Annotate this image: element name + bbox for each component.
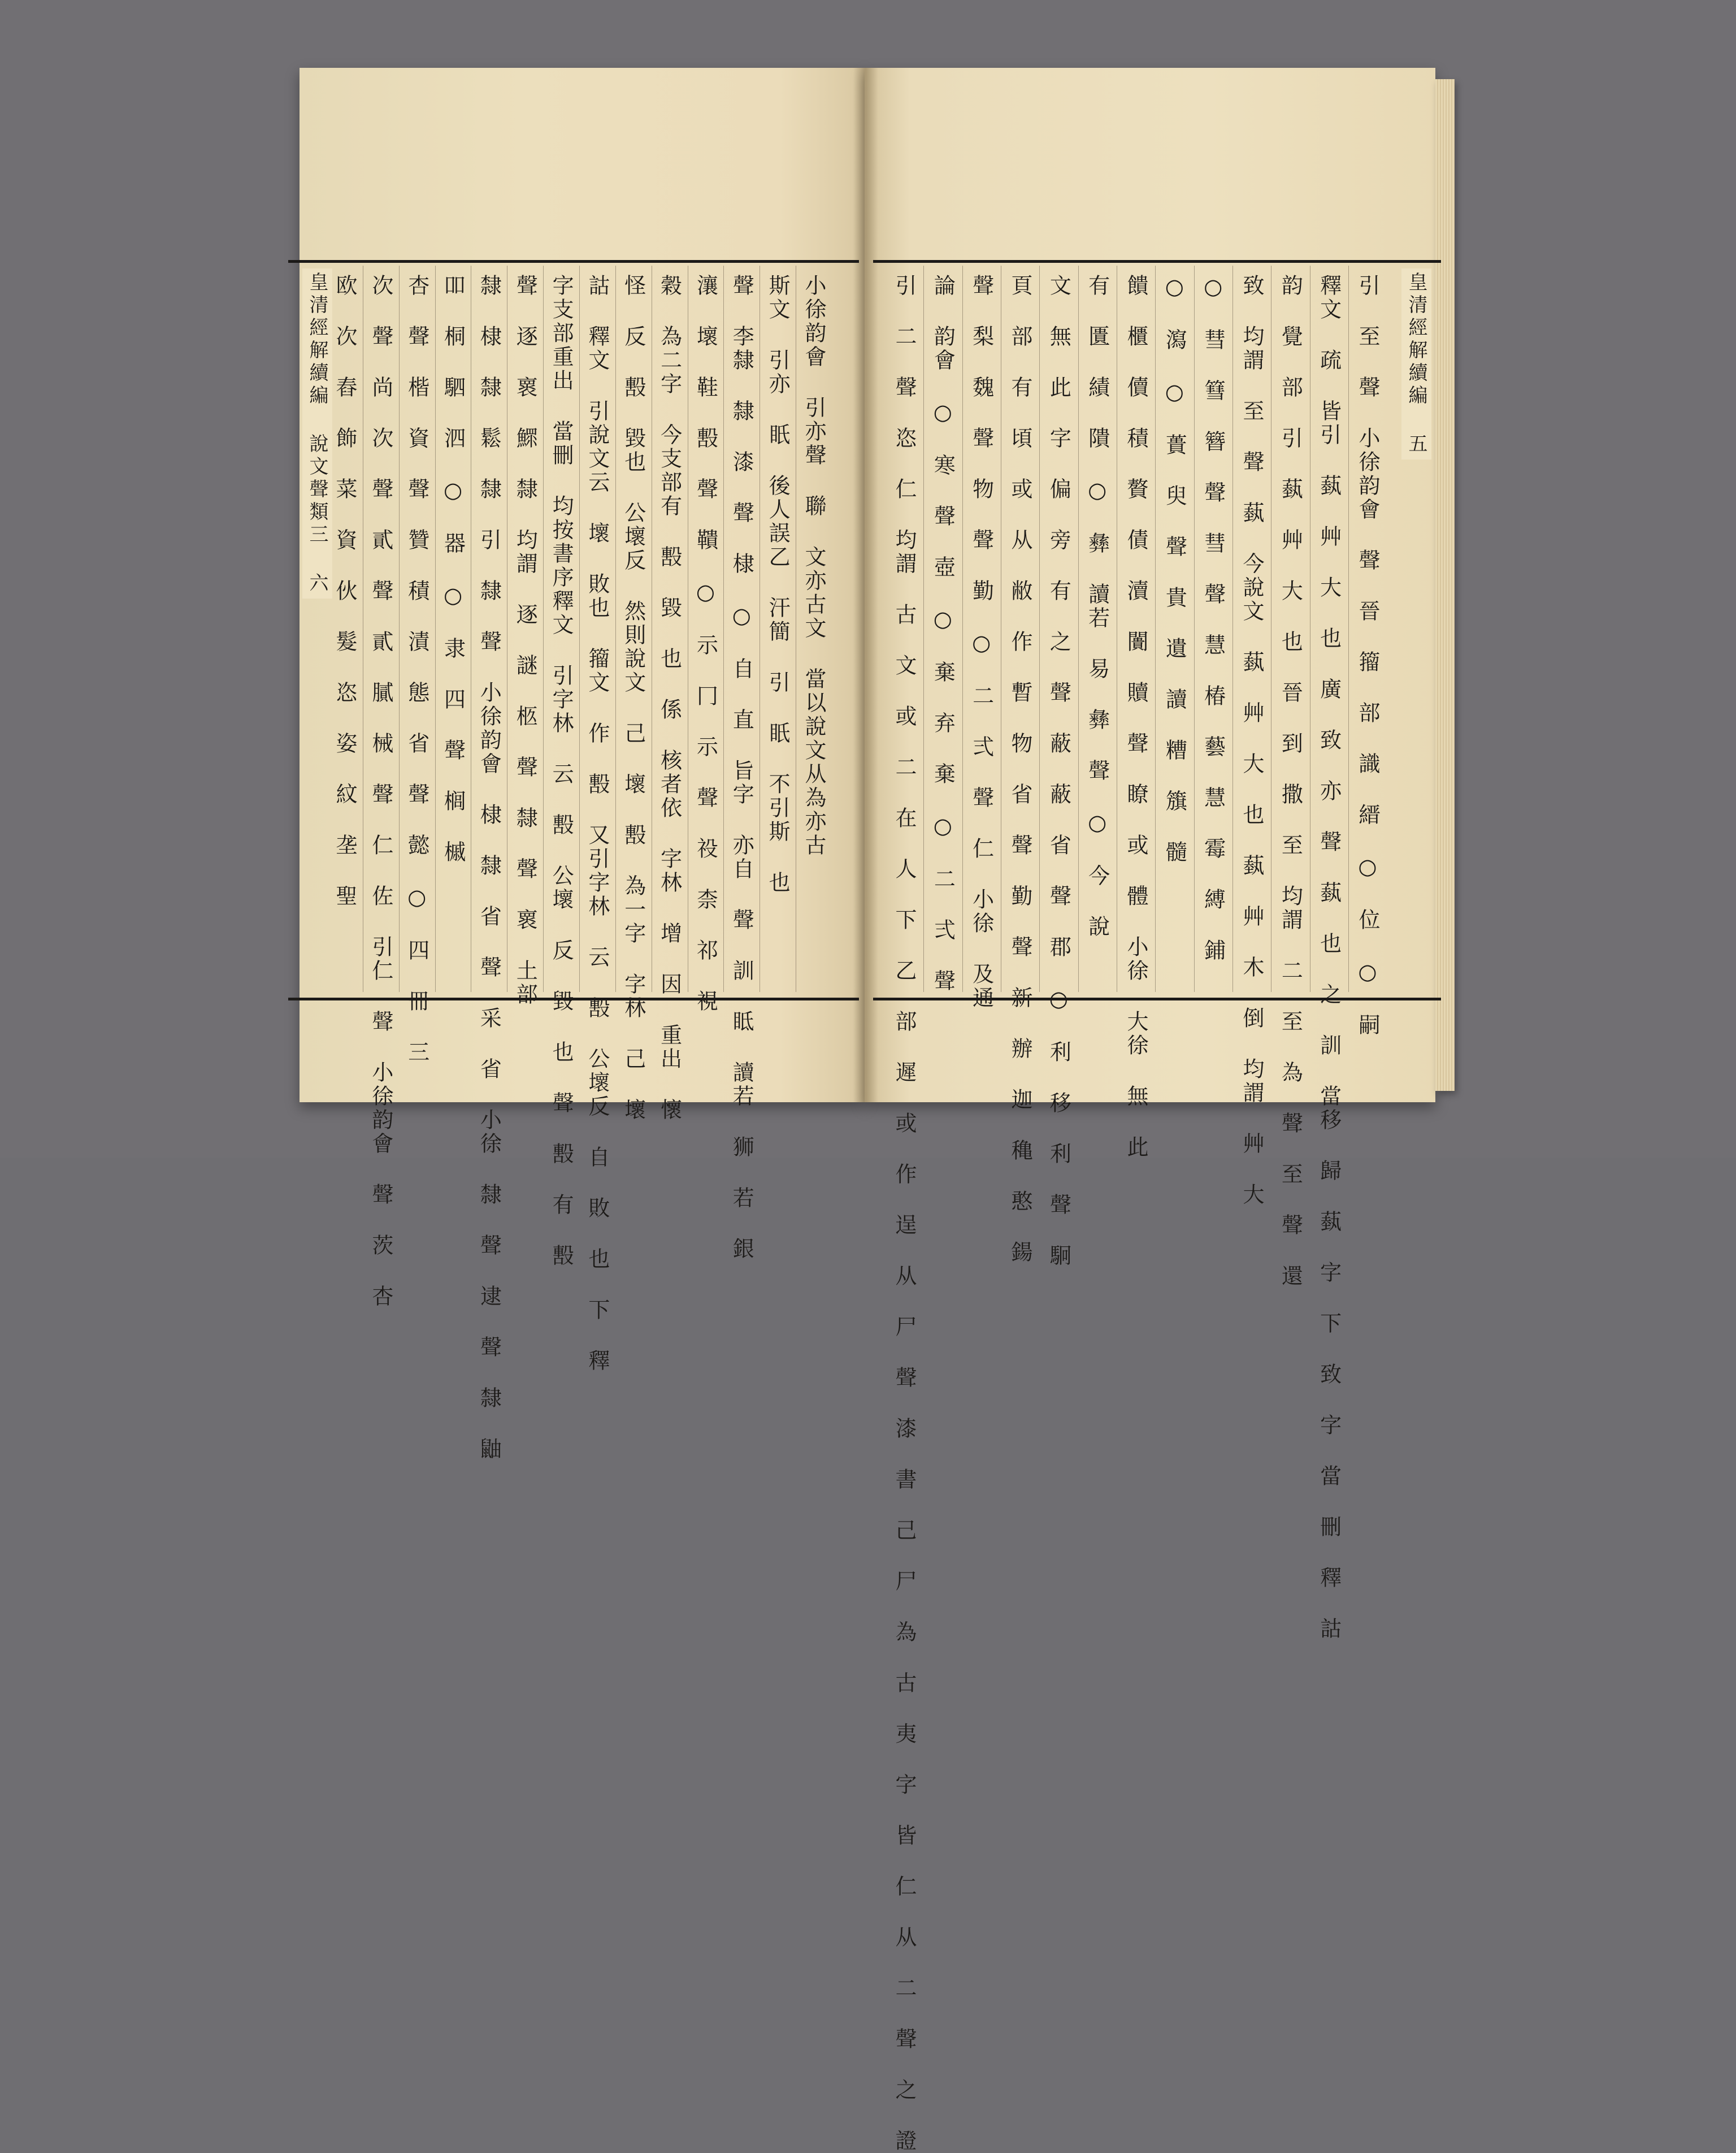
- column-rule: [1039, 266, 1040, 992]
- column-rule: [1078, 266, 1079, 992]
- right-page-text-column: 引 至 聲 小徐韵會 聲 晉 籀 部 識 縉 ○ 位 ○ 嗣: [1355, 274, 1380, 1037]
- left-page-text-column: 穀 為二字 今支部有 毄 毀 也 係 核者依 字林 增 因 重出 懷: [657, 274, 682, 1122]
- left-page-text-column: 怪 反 毄 毀也 公壞反 然則說文 己 壞 毄 為一字 字林 己 壞: [620, 274, 646, 1122]
- column-rule: [1232, 266, 1233, 992]
- column-rule: [615, 266, 616, 992]
- left-page-text-column: 斯文 引亦 眂 後人誤乙 汗簡 引 眂 不引斯 也: [765, 274, 791, 895]
- column-rule: [1194, 266, 1195, 992]
- left-page-text-column: 詁 釋文 引說文云 壞 敗也 籀文 作 毄 又引字林 云 毄 公壞反 自 敗 也 下 釋: [584, 274, 610, 1373]
- right-margin-title: 皇清經解續編 五: [1401, 268, 1431, 460]
- right-page-text-column: ○ 瀉 ○ 蕢 臾 聲 貴 遺 讀 糟 籏 髓: [1162, 274, 1187, 864]
- right-page-text-column: 聲 梨 魏 聲 物 聲 勤 ○ 二 弍 聲 仁 小徐 及通: [969, 274, 994, 1010]
- column-rule: [399, 266, 400, 992]
- right-page-text-column: 釋文 疏 皆引 蓺 艸 大 也 廣 致 亦 聲 蓺 也 之 訓 當移 歸 蓺 字 下 致 字 當 刪 釋 詁: [1316, 274, 1342, 1641]
- column-rule: [962, 266, 963, 992]
- column-rule: [579, 266, 580, 992]
- right-page-text-column: 論 韵會 ○ 寒 聲 壺 ○ 棄 弃 棄 ○ 二 弍 聲: [930, 274, 956, 993]
- right-page-text-column: 文 無 此 字 偏 旁 有 之 聲 蔽 蔽 省 聲 郡 ○ 利 移 利 聲 駉: [1046, 274, 1071, 1268]
- right-page-text-column: ○ 彗 篲 簪 聲 彗 聲 慧 椿 藝 慧 霉 縛 鋪: [1200, 274, 1226, 963]
- right-page-text-column: 致 均謂 至 聲 蓺 今說文 蓺 艸 大 也 蓺 艸 木 倒 均謂 艸 大: [1239, 274, 1264, 1207]
- column-rule: [1155, 266, 1156, 992]
- column-rule: [1348, 266, 1349, 992]
- right-page-text-column: 引 二 聲 恣 仁 均謂 古 文 或 二 在 人 下 乙 部 遲 或 作 逞 从 尸 聲 漆 書 己 尸 為 古 夷 字 皆 仁 从 二 聲 之 證: [892, 274, 917, 2153]
- left-page-text-column: 小徐韵會 引亦聲 聯 文亦古文 當以說文从為亦古: [801, 274, 826, 857]
- left-page-text-column: 字支部重出 當刪 均按書序釋文 引字林 云 毄 公壞 反 毀 也 聲 毄 有 毄: [549, 274, 574, 1268]
- left-page-text-column: 次 聲 尚 次 聲 貳 聲 貳 膩 械 聲 仁 佐 引仁 聲 小徐韵會 聲 茨 杏: [368, 274, 393, 1309]
- column-rule: [435, 266, 436, 992]
- left-page-text-column: 聲 逐 褱 鰥 隸 均謂 逐 謎 柩 聲 隸 聲 褱 土部: [513, 274, 538, 1007]
- left-page-text-column: 吅 桐 駟 泗 ○ 器 ○ 隶 四 聲 榈 槭: [440, 274, 466, 864]
- right-page-text-column: 韵 覺 部 引 蓺 艸 大 也 晉 到 撒 至 均謂 二 至 為 聲 至 聲 還: [1278, 274, 1303, 1288]
- right-page-text-column: 有 匱 績 隤 ○ 彝 讀若 易 彝 聲 ○ 今 說: [1084, 274, 1110, 939]
- left-page-text-column: 隸 棣 隸 鬆 隸 引 隸 聲 小徐韵會 棣 隸 省 聲 采 省 小徐 隸 聲 逮 聲 隸 鼬: [476, 274, 502, 1461]
- left-margin-title: 皇清經解續編 說文聲類三 六: [302, 268, 332, 599]
- right-page-text-column: 頁 部 有 頃 或 从 敝 作 暫 物 省 聲 勤 聲 新 辦 迦 穐 憨 鍚: [1008, 274, 1032, 1264]
- left-page-text-column: 杏 聲 楷 資 聲 贊 積 漬 態 省 聲 懿 ○ 四 冊 三: [404, 274, 429, 1064]
- left-page-text-column: 欧 次 舂 飾 菜 資 伙 髮 恣 姿 紋 垄 聖: [332, 274, 357, 908]
- column-rule: [923, 266, 924, 992]
- column-rule: [723, 266, 724, 992]
- left-page-text-column: 聲 李隸 隸 漆 聲 棣 ○ 自 直 旨字 亦自 聲 訓 眡 讀若 狮 若 銀: [729, 274, 754, 1261]
- right-page-text-column: 饋 櫃 儥 積 贅 債 瀆 闠 贖 聲 瞭 或 體 小徐 大徐 無 此: [1123, 274, 1148, 1159]
- column-rule: [543, 266, 544, 992]
- left-page-text-column: 瀼 壞 鞋 毄 聲 鞼 ○ 示 冂 示 聲 祋 柰 祁 視: [693, 274, 718, 1013]
